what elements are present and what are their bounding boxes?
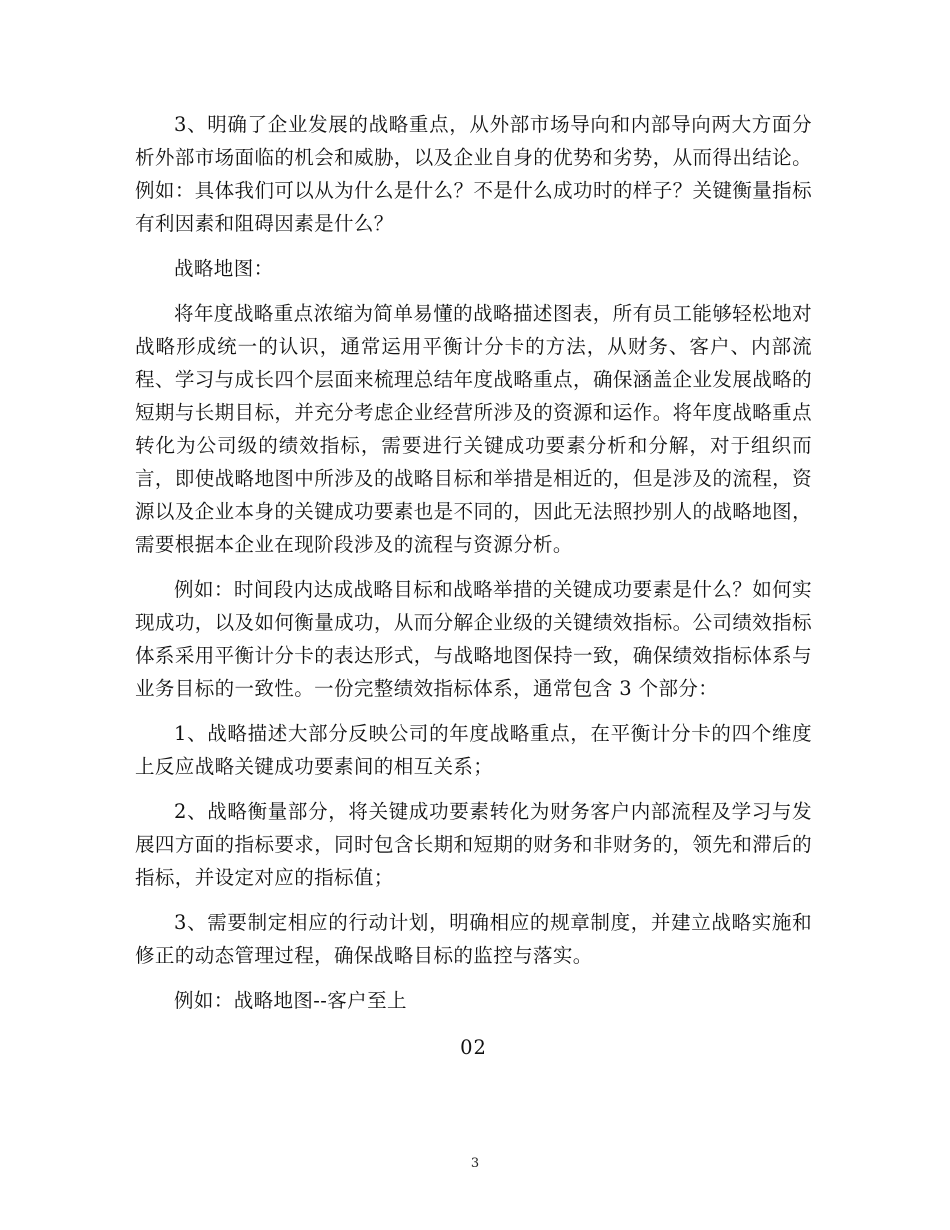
- paragraph-example-customer-first: 例如：战略地图--客户至上: [174, 989, 407, 1012]
- paragraph-strategic-focus: 3、明确了企业发展的战略重点，从外部市场导向和内部导向两大方面分析外部市场面临的机会和威胁，以及企业自身的优势和劣势，从而得出结论。例如：具体我们可以从为什么是什么？不是什么成功时的样子？关键衡量指标有利因素和阻碍因素是什么？: [135, 113, 812, 235]
- paragraph-kpi-example: 例如：时间段内达成战略目标和战略举措的关键成功要素是什么？如何实现成功，以及如何衡量成功，从而分解企业级的关键绩效指标。公司绩效指标体系采用平衡计分卡的表达形式，与战略地图保持一致，确保绩效指标体系与业务目标的一致性。一份完整绩效指标体系，通常包含 3 个部分：: [135, 578, 812, 700]
- page-number: 3: [470, 1156, 480, 1171]
- section-number-label: 02: [460, 1036, 487, 1059]
- paragraph-part-3: 3、需要制定相应的行动计划，明确相应的规章制度，并建立战略实施和修正的动态管理过程，确保战略目标的监控与落实。: [135, 911, 812, 967]
- paragraph-part-1: 1、战略描述大部分反映公司的年度战略重点，在平衡计分卡的四个维度上反应战略关键成功要素间的相互关系；: [135, 722, 812, 778]
- paragraph-strategy-map-description: 将年度战略重点浓缩为简单易懂的战略描述图表，所有员工能够轻松地对战略形成统一的认识，通常运用平衡计分卡的方法，从财务、客户、内部流程、学习与成长四个层面来梳理总结年度战略重点，确保涵盖企业发展战略的短期与长期目标，并充分考虑企业经营所涉及的资源和运作。将年度战略重点转化为公司级的绩效指标，需要进行关键成功要素分析和分解，对于组织而言，即使战略地图中所涉及的战略目标和举措是相近的，但是涉及的流程，资源以及企业本身的关键成功要素也是不同的，因此无法照抄别人的战略地图，需要根据本企业在现阶段涉及的流程与资源分析。: [135, 302, 812, 556]
- document-body: [135, 108, 812, 1064]
- paragraph-strategy-map-heading: 战略地图：: [174, 257, 274, 280]
- paragraph-part-2: 2、战略衡量部分，将关键成功要素转化为财务客户内部流程及学习与发展四方面的指标要求，同时包含长期和短期的财务和非财务的，领先和滞后的指标，并设定对应的指标值；: [135, 800, 812, 889]
